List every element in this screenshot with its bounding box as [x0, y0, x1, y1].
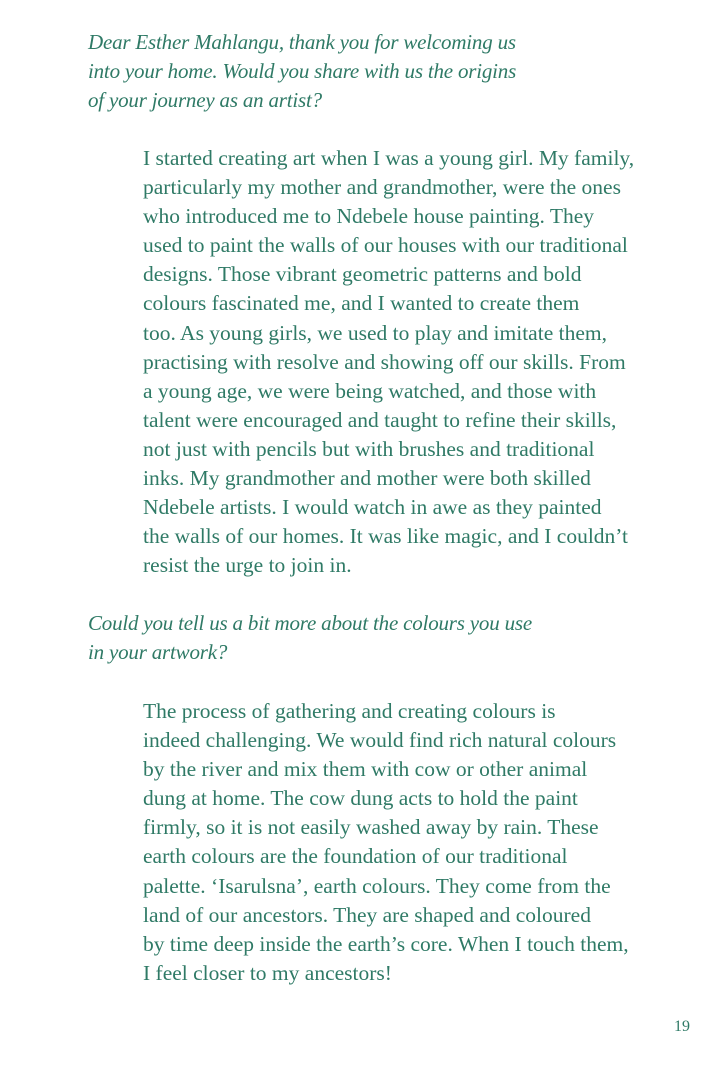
answer-line: not just with pencils but with brushes and traditional	[143, 436, 595, 461]
answer-line: colours fascinated me, and I wanted to create them	[143, 291, 580, 316]
answer-line: The process of gathering and creating colours is	[143, 699, 556, 723]
question-1	[88, 28, 648, 115]
answer-line: palette. ‘Isarulsna’, earth colours. They come from the	[143, 873, 611, 898]
answer-line: who introduced me to Ndebele house painting. They	[143, 204, 594, 229]
answer-1	[143, 144, 703, 580]
question-line: Could you tell us a bit more about the colours you use	[88, 611, 532, 635]
question-2	[88, 609, 648, 667]
answer-line: earth colours are the foundation of our traditional	[143, 844, 568, 869]
answer-line: used to paint the walls of our houses with our traditional	[143, 233, 628, 258]
answer-line: inks. My grandmother and mother were both skilled	[143, 466, 591, 491]
answer-line: resist the urge to join in.	[143, 553, 352, 578]
question-line: of your journey as an artist?	[88, 88, 322, 112]
question-line: Dear Esther Mahlangu, thank you for welcoming us	[88, 30, 516, 54]
answer-2	[143, 697, 703, 988]
answer-line: particularly my mother and grandmother, were the ones	[143, 175, 621, 200]
answer-line: firmly, so it is not easily washed away by rain. These	[143, 815, 599, 840]
answer-line: talent were encouraged and taught to refine their skills,	[143, 407, 617, 432]
answer-line: Ndebele artists. I would watch in awe as they painted	[143, 495, 602, 520]
question-line: into your home. Would you share with us the origins	[88, 59, 517, 83]
answer-line: I started creating art when I was a young girl. My family,	[143, 146, 635, 170]
answer-line: practising with resolve and showing off our skills. From	[143, 349, 626, 374]
question-line: in your artwork?	[88, 640, 228, 664]
answer-line: dung at home. The cow dung acts to hold the paint	[143, 786, 578, 811]
answer-line: by time deep inside the earth’s core. When I touch them,	[143, 931, 629, 956]
answer-line: designs. Those vibrant geometric patterns and bold	[143, 262, 582, 287]
answer-line: a young age, we were being watched, and those with	[143, 378, 597, 403]
answer-line: by the river and mix them with cow or other animal	[143, 757, 588, 782]
page-number: 19	[674, 1018, 690, 1035]
answer-line: too. As young girls, we used to play and imitate them,	[143, 320, 607, 345]
answer-line: land of our ancestors. They are shaped and coloured	[143, 902, 591, 927]
answer-line: the walls of our homes. It was like magic, and I couldn’t	[143, 524, 629, 549]
answer-line: indeed challenging. We would find rich natural colours	[143, 728, 617, 753]
answer-line: I feel closer to my ancestors!	[143, 960, 392, 985]
